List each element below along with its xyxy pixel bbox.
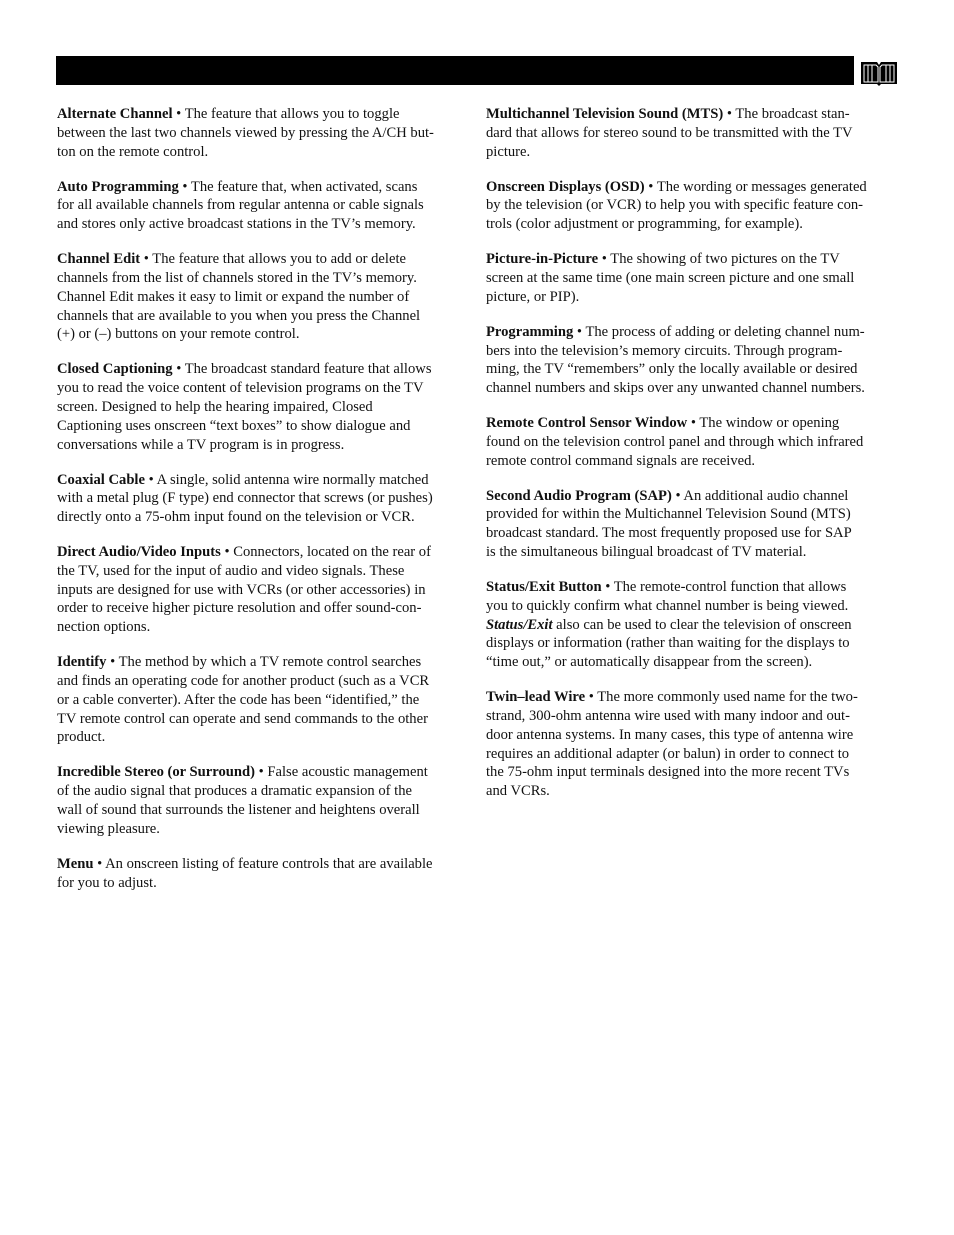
glossary-entry: Incredible Stereo (or Surround) • False acoustic management of the audio signal that produces a dramatic expansion of the wall of sound that surrounds the listener and heightens overall viewing pleasure. [57,764,428,837]
glossary-definition: picture. [486,143,531,160]
glossary-definition: or a cable converter). After the code has been “identified,” the [57,691,420,708]
glossary-entry: Identify • The method by which a TV remote control searches and finds an operating code for another product (such as a VCR or a cable converter). After the code has been “identified,” the TV remote control can operate and send commands to the other product. [57,654,430,746]
glossary-definition: inputs are designed for use with VCRs (or other accessories) in [57,581,426,598]
glossary-definition: remote control command signals are received. [486,452,756,469]
glossary-definition: you to quickly confirm what channel number is being viewed. [486,597,849,614]
glossary-term: Closed Captioning [57,361,173,378]
glossary-definition: The method by which a TV remote control searches [118,654,422,671]
glossary-term: Status/Exit Button [486,579,602,596]
glossary-entry: Onscreen Displays (OSD) • The wording or messages generated by the television (or VCR) to help you with specific feature con- trols (color adjustment or programming, for example). [486,178,867,233]
glossary-definition: channels that are available to you when you press the Channel [57,307,421,324]
glossary-definition: broadcast standard. The most frequently proposed use for SAP [486,525,852,542]
glossary-definition: Captioning uses onscreen “text boxes” to show dialogue and [57,417,411,434]
glossary-definition: provided for within the Multichannel Television Sound (MTS) [486,506,851,523]
glossary-entry: Status/Exit Button • The remote-control function that allows you to quickly confirm what channel number is being viewed. Status/Exit also can be used to clear the television of onscreen displays or information (rather than waiting for the displays to “time out,” or automatically disappear from the screen). [486,579,852,671]
book-icon [858,58,900,86]
glossary-definition: and stores only active broadcast stations in the TV’s memory. [57,216,416,233]
glossary-entry: Remote Control Sensor Window • The window or opening found on the television control panel and through which infrared remote control command signals are received. [486,415,864,469]
glossary-definition: The wording or messages generated [656,178,867,195]
glossary-definition: channels from the list of channels stored in the TV’s memory. [57,269,417,286]
glossary-entry: Programming • The process of adding or deleting channel num- bers into the television’s memory circuits. Through program- ming, the TV “remembers” only the locally available or desired channel numbers and skips over any unwanted channel numbers. [486,323,865,397]
glossary-term: Second Audio Program (SAP) [486,487,672,504]
glossary-term: Menu [57,855,94,872]
glossary-entry: Twin–lead Wire • The more commonly used name for the two- strand, 300-ohm antenna wire used with many indoor and out- door antenna systems. In many cases, this type of antenna wire requires an additional adapter (or balun) in order to connect to the 75-ohm input terminals designed into the more recent TVs and VCRs. [486,689,858,800]
glossary-definition: the TV, used for the input of audio and video signals. These [57,562,405,579]
glossary-definition: trols (color adjustment or programming, for example). [486,216,803,233]
glossary-definition: dard that allows for stereo sound to be transmitted with the TV [486,124,853,141]
glossary-definition: and VCRs. [486,783,550,800]
glossary-term: Identify [57,654,107,671]
glossary-definition: The feature that allows you to toggle [184,106,400,122]
glossary-definition: “time out,” or automatically disappear from the screen). [486,654,813,671]
glossary-definition: by the television (or VCR) to help you with specific feature con- [486,197,864,214]
glossary-emphasis: Status/Exit [486,616,553,633]
glossary-definition: The remote-control function that allows [613,579,847,596]
glossary-column-left [57,105,469,909]
glossary-definition: nection options. [57,619,151,636]
glossary-definition: order to receive higher picture resolution and offer sound-con- [57,600,422,617]
glossary-entry: Multichannel Television Sound (MTS) • The broadcast stan- dard that allows for stereo sound to be transmitted with the TV picture. [486,106,853,160]
glossary-term: Auto Programming [57,178,179,195]
glossary-entry: Second Audio Program (SAP) • An additional audio channel provided for within the Multichannel Television Sound (MTS) broadcast standard. The most frequently proposed use for SAP is the simultaneous bilingual broadcast of TV material. [486,487,852,561]
glossary-term: Programming [486,323,574,340]
glossary-definition: between the last two channels viewed by pressing the A/CH but- [57,124,434,141]
glossary-definition: also can be used to clear the television of onscreen [552,616,852,633]
glossary-term: Picture-in-Picture [486,251,599,268]
glossary-column-right [486,105,900,817]
glossary-term: Coaxial Cable [57,471,145,488]
glossary-term: Incredible Stereo (or Surround) [57,764,255,781]
glossary-definition: ton on the remote control. [57,143,209,160]
glossary-definition: The process of adding or deleting channel num- [585,323,865,340]
glossary-definition: channel numbers and skips over any unwanted channel numbers. [486,380,865,397]
glossary-entry: Direct Audio/Video Inputs • Connectors, located on the rear of the TV, used for the input of audio and video signals. These inputs are designed for use with VCRs (or other accessories) in order to receive higher picture resolution and offer sound-con- nection options. [57,544,431,636]
glossary-definition: of the audio signal that produces a dramatic expansion of the [57,783,413,800]
glossary-entry: Menu • An onscreen listing of feature controls that are available for you to adjust. [57,855,433,891]
glossary-definition: TV remote control can operate and send commands to the other [57,710,428,727]
glossary-definition: Connectors, located on the rear of [233,544,431,561]
glossary-definition: requires an additional adapter (or balun) in order to connect to [486,745,850,762]
glossary-definition: (+) or (–) buttons on your remote control. [57,326,300,343]
glossary-term: Channel Edit [57,251,141,268]
glossary-definition: screen at the same time (one main screen picture and one small [486,269,855,286]
glossary-definition: The feature that allows you to add or delete [152,251,406,268]
glossary-entry: Channel Edit • The feature that allows you to add or delete channels from the list of channels stored in the TV’s memory. Channel Edit makes it easy to limit or expand the number of channels that are available to you when you press the Channel (+) or (–) buttons on your remote control. [57,251,421,343]
glossary-term: Onscreen Displays (OSD) [486,178,645,195]
glossary-definition: The showing of two pictures on the TV [610,251,840,268]
glossary-definition: you to read the voice content of television programs on the TV [57,380,424,397]
glossary-definition: ming, the TV “remembers” only the locally available or desired [486,361,858,378]
glossary-definition: The window or opening [699,415,840,432]
glossary-definition: The feature that, when activated, scans [190,178,418,195]
glossary-definition: picture, or PIP). [486,288,580,305]
glossary-entry: Picture-in-Picture • The showing of two pictures on the TV screen at the same time (one main screen picture and one small picture, or PIP). [486,251,855,305]
glossary-entry: Alternate Channel • The feature that allows you to toggle between the last two channels viewed by pressing the A/CH but- ton on the remote control. [57,106,434,160]
glossary-definition: for all available channels from regular antenna or cable signals [57,197,424,214]
glossary-definition: the 75-ohm input terminals designed into the more recent TVs [486,764,850,781]
glossary-definition: door antenna systems. In many cases, this type of antenna wire [486,726,854,743]
glossary-definition: The more commonly used name for the two- [597,689,858,706]
glossary-definition: A single, solid antenna wire normally matched [156,471,429,488]
glossary-entry: Auto Programming • The feature that, when activated, scans for all available channels from regular antenna or cable signals and stores only active broadcast stations in the TV’s memory. [57,178,424,233]
glossary-definition: conversations while a TV program is in progress. [57,436,345,453]
glossary-term: Direct Audio/Video Inputs [57,544,221,561]
glossary-definition: An onscreen listing of feature controls that are available [105,855,433,872]
glossary-entry: Closed Captioning • The broadcast standard feature that allows you to read the voice content of television programs on the TV screen. Designed to help the hearing impaired, Closed Captioning uses onscreen “text boxes” to show dialogue and conversations while a TV program is in progress. [57,361,432,453]
glossary-definition: Channel Edit makes it easy to limit or expand the number of [57,288,410,305]
glossary-definition: wall of sound that surrounds the listener and heightens overall [57,802,420,819]
glossary-term: Twin–lead Wire [486,689,586,706]
glossary-term: Remote Control Sensor Window [486,415,688,432]
glossary-definition: is the simultaneous bilingual broadcast of TV material. [486,544,807,561]
glossary-definition: strand, 300-ohm antenna wire used with many indoor and out- [486,708,850,725]
glossary-definition: False acoustic management [267,764,428,781]
glossary-definition: screen. Designed to help the hearing impaired, Closed [57,398,373,415]
glossary-entry: Coaxial Cable • A single, solid antenna wire normally matched with a metal plug (F type) end connector that screws (or pushes) directly onto a 75-ohm input found on the television or VCR. [57,471,433,526]
glossary-definition: directly onto a 75-ohm input found on the television or VCR. [57,509,415,526]
glossary-definition: product. [57,729,106,746]
glossary-definition: and finds an operating code for another product (such as a VCR [57,673,430,690]
glossary-definition: with a metal plug (F type) end connector that screws (or pushes) [57,490,433,507]
glossary-term: Multichannel Television Sound (MTS) [486,106,724,122]
glossary-definition: The broadcast standard feature that allows [184,361,432,378]
glossary-definition: bers into the television’s memory circuits. Through program- [486,342,843,359]
glossary-definition: An additional audio channel [683,487,849,504]
glossary-definition: for you to adjust. [57,874,157,891]
header-bar [56,56,854,85]
glossary-definition: viewing pleasure. [57,820,160,837]
glossary-definition: The broadcast stan- [735,106,850,122]
glossary-definition: found on the television control panel and through which infrared [486,433,864,450]
glossary-term: Alternate Channel [57,106,173,122]
glossary-definition: displays or information (rather than waiting for the displays to [486,635,850,652]
